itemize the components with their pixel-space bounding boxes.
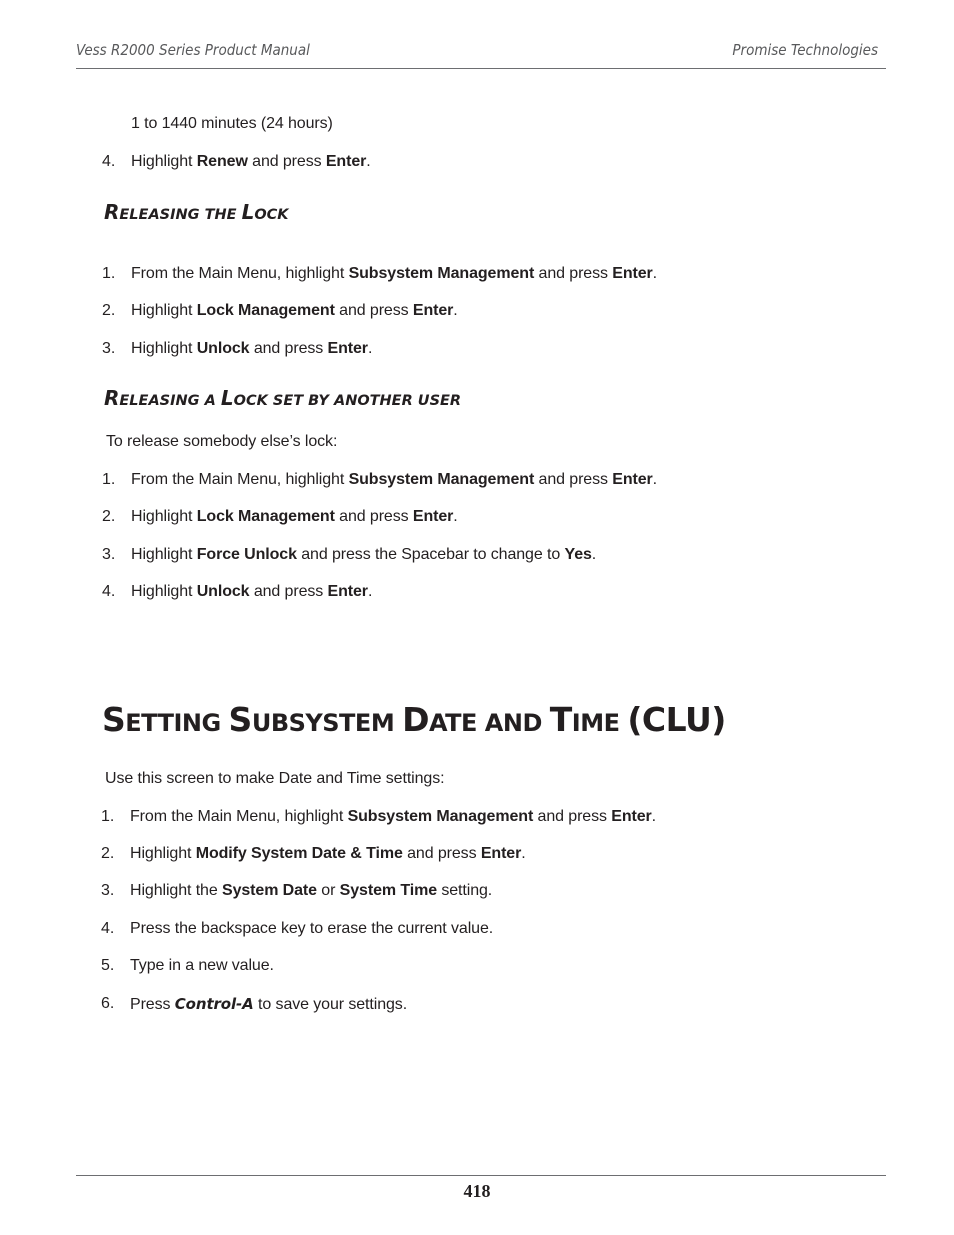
- range-text: 1 to 1440 minutes (24 hours): [131, 115, 333, 132]
- step-number: 5.: [101, 957, 115, 974]
- step-number: 2.: [102, 302, 116, 319]
- footer-divider: [76, 1175, 886, 1176]
- step-renew: Highlight Renew and press Enter.: [131, 153, 371, 170]
- section-intro: Use this screen to make Date and Time settings:: [105, 770, 445, 787]
- heading-releasing-lock-other-user: RELEASING A LOCK SET BY ANOTHER USER: [104, 386, 462, 410]
- page-header: [76, 38, 886, 69]
- step-number: 1.: [101, 808, 115, 825]
- list-item: Press the backspace key to erase the current value.: [130, 920, 494, 937]
- header-manual-title: Vess R2000 Series Product Manual: [76, 41, 310, 59]
- list-item: Highlight Modify System Date & Time and press Enter.: [130, 845, 526, 862]
- list-item: Press Control-A to save your settings.: [130, 995, 408, 1013]
- list-item: Highlight Unlock and press Enter.: [131, 340, 373, 357]
- list-item: Highlight Lock Management and press Enter.: [131, 302, 458, 319]
- step-number: 4.: [102, 153, 116, 170]
- header-company: Promise Technologies: [732, 41, 878, 59]
- list-item: From the Main Menu, highlight Subsystem Management and press Enter.: [130, 808, 657, 825]
- step-number: 1.: [102, 265, 116, 282]
- step-number: 3.: [101, 882, 115, 899]
- list-item: From the Main Menu, highlight Subsystem Management and press Enter.: [131, 471, 658, 488]
- step-number: 1.: [102, 471, 116, 488]
- list-item: From the Main Menu, highlight Subsystem Management and press Enter.: [131, 265, 658, 282]
- step-number: 2.: [101, 845, 115, 862]
- heading-setting-date-time: SETTING SUBSYSTEM DATE AND TIME (CLU): [102, 700, 726, 739]
- heading-releasing-the-lock: RELEASING THE LOCK: [104, 200, 289, 224]
- step-number: 3.: [102, 546, 116, 563]
- step-number: 3.: [102, 340, 116, 357]
- step-number: 4.: [101, 920, 115, 937]
- step-number: 6.: [101, 995, 115, 1012]
- list-item: Type in a new value.: [130, 957, 274, 974]
- step-number: 4.: [102, 583, 116, 600]
- section-intro: To release somebody else’s lock:: [106, 433, 338, 450]
- page-number: 418: [463, 1181, 491, 1201]
- list-item: Highlight Unlock and press Enter.: [131, 583, 373, 600]
- list-item: Highlight Force Unlock and press the Spacebar to change to Yes.: [131, 546, 597, 563]
- step-number: 2.: [102, 508, 116, 525]
- list-item: Highlight Lock Management and press Enter.: [131, 508, 458, 525]
- list-item: Highlight the System Date or System Time setting.: [130, 882, 493, 899]
